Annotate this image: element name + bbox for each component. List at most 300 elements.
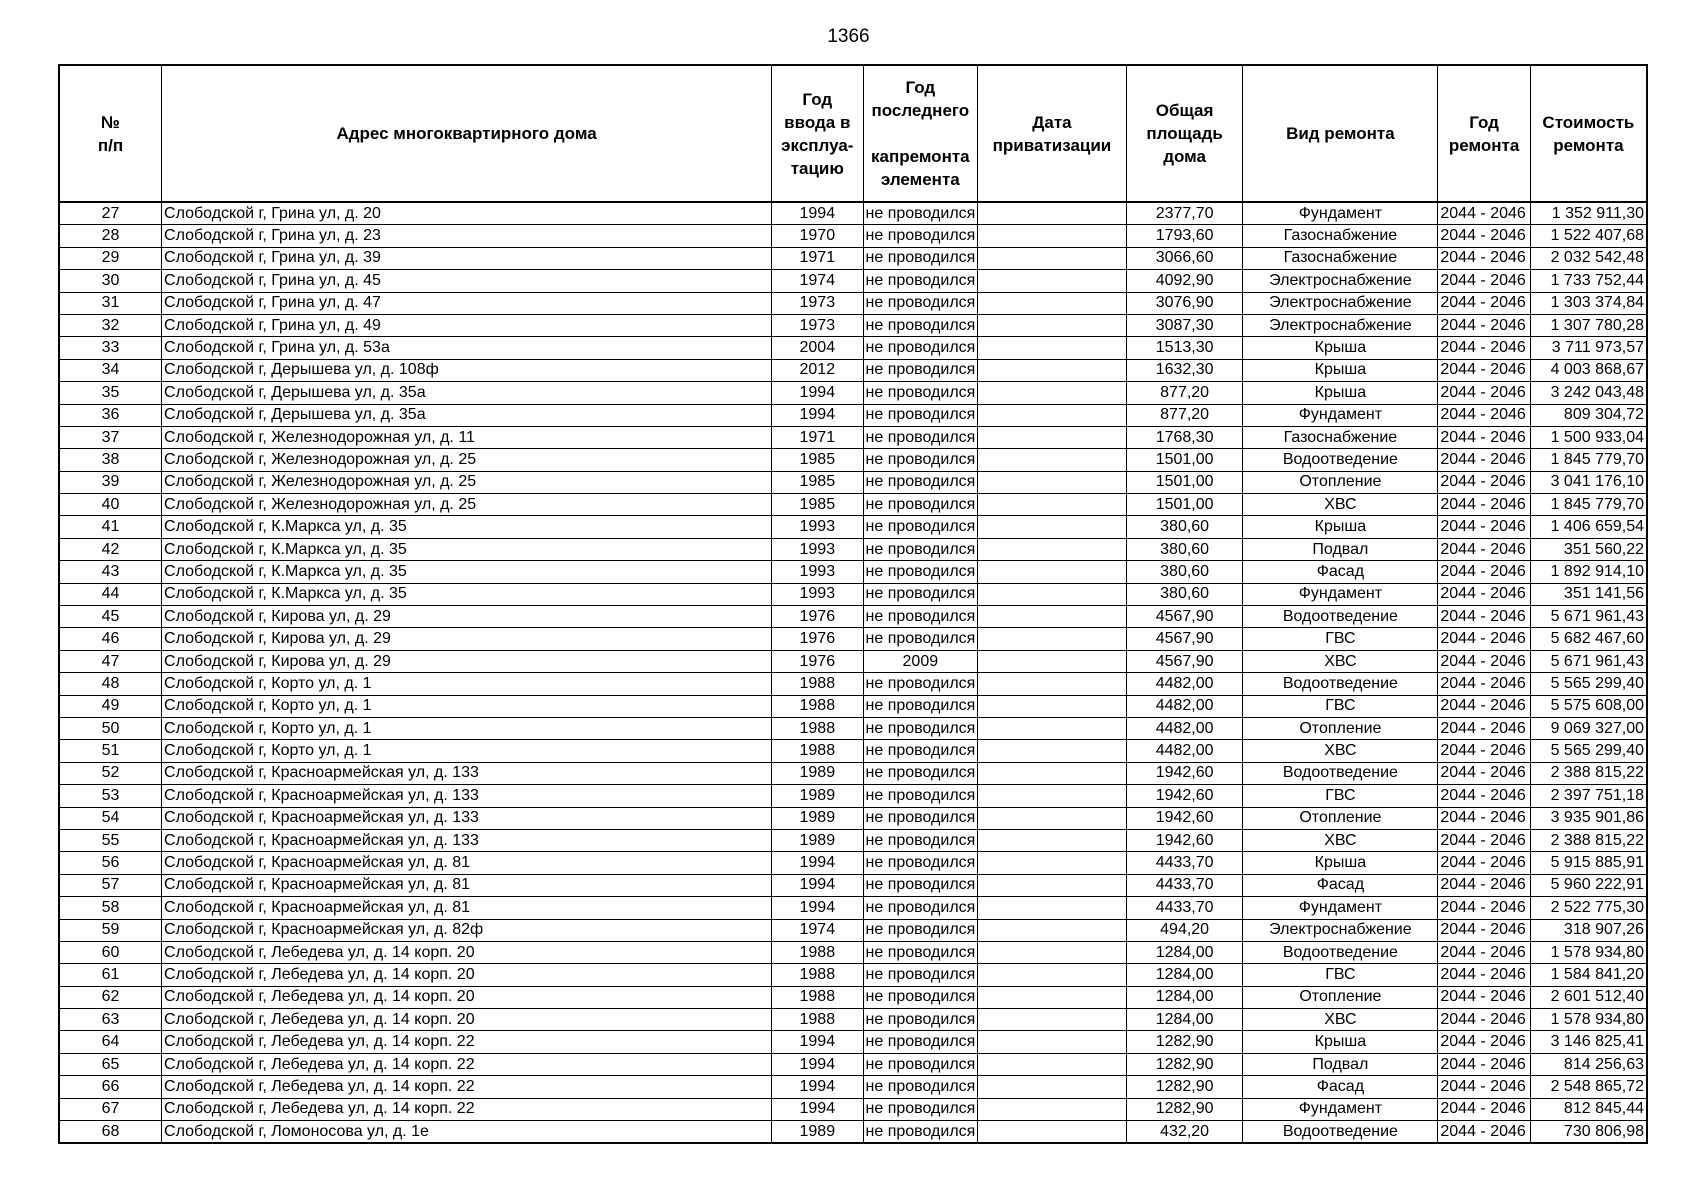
table-row	[59, 650, 1647, 672]
address-cell: Слободской г, Лебедева ул, д. 14 корп. 22	[162, 1098, 772, 1120]
total-area-cell: 3076,90	[1126, 292, 1243, 314]
repair-period-cell: 2044 - 2046	[1438, 404, 1530, 426]
privatization-date-cell	[978, 829, 1127, 851]
repair-cost-cell: 1 892 914,10	[1530, 561, 1647, 583]
table-row	[59, 740, 1647, 762]
last-repair-year-cell: 2009	[863, 650, 978, 672]
repair-type-cell: Подвал	[1243, 538, 1438, 560]
table-row	[59, 494, 1647, 516]
commission-year-cell: 1994	[772, 382, 863, 404]
total-area-cell: 1284,00	[1126, 986, 1243, 1008]
repair-type-cell: Отопление	[1243, 807, 1438, 829]
table-row	[59, 314, 1647, 336]
last-repair-year-cell: не проводился	[863, 1076, 978, 1098]
last-repair-year-cell: не проводился	[863, 673, 978, 695]
total-area-cell: 1942,60	[1126, 762, 1243, 784]
address-cell: Слободской г, Грина ул, д. 53а	[162, 337, 772, 359]
last-repair-year-cell: не проводился	[863, 202, 978, 225]
address-cell: Слободской г, Ломоносова ул, д. 1е	[162, 1121, 772, 1144]
last-repair-year-cell: не проводился	[863, 964, 978, 986]
total-area-cell: 4567,90	[1126, 606, 1243, 628]
repair-type-cell: Отопление	[1243, 471, 1438, 493]
table-row	[59, 762, 1647, 784]
total-area-cell: 3087,30	[1126, 314, 1243, 336]
address-cell: Слободской г, Корто ул, д. 1	[162, 695, 772, 717]
row-number-cell: 33	[59, 337, 162, 359]
repair-cost-cell: 1 845 779,70	[1530, 494, 1647, 516]
repair-period-cell: 2044 - 2046	[1438, 807, 1530, 829]
last-repair-year-cell: не проводился	[863, 852, 978, 874]
row-number-cell: 56	[59, 852, 162, 874]
total-area-cell: 1793,60	[1126, 225, 1243, 247]
table-row	[59, 359, 1647, 381]
privatization-date-cell	[978, 964, 1127, 986]
repair-period-cell: 2044 - 2046	[1438, 673, 1530, 695]
last-repair-year-cell: не проводился	[863, 494, 978, 516]
repair-cost-cell: 9 069 327,00	[1530, 717, 1647, 739]
address-cell: Слободской г, Лебедева ул, д. 14 корп. 20	[162, 941, 772, 963]
privatization-date-cell	[978, 449, 1127, 471]
commission-year-cell: 1973	[772, 292, 863, 314]
repair-period-cell: 2044 - 2046	[1438, 1076, 1530, 1098]
privatization-date-cell	[978, 538, 1127, 560]
table-row	[59, 964, 1647, 986]
repair-type-cell: Отопление	[1243, 717, 1438, 739]
privatization-date-cell	[978, 583, 1127, 605]
row-number-cell: 38	[59, 449, 162, 471]
repair-period-cell: 2044 - 2046	[1438, 785, 1530, 807]
total-area-cell: 4482,00	[1126, 673, 1243, 695]
row-number-cell: 53	[59, 785, 162, 807]
repair-period-cell: 2044 - 2046	[1438, 740, 1530, 762]
table-row	[59, 852, 1647, 874]
row-number-cell: 43	[59, 561, 162, 583]
table-row	[59, 202, 1647, 225]
repair-cost-cell: 3 935 901,86	[1530, 807, 1647, 829]
repair-type-cell: Водоотведение	[1243, 762, 1438, 784]
address-cell: Слободской г, Кирова ул, д. 29	[162, 628, 772, 650]
repair-period-cell: 2044 - 2046	[1438, 337, 1530, 359]
row-number-cell: 47	[59, 650, 162, 672]
row-number-cell: 52	[59, 762, 162, 784]
table-row	[59, 404, 1647, 426]
repair-cost-cell: 2 548 865,72	[1530, 1076, 1647, 1098]
commission-year-cell: 1976	[772, 628, 863, 650]
address-cell: Слободской г, Железнодорожная ул, д. 25	[162, 449, 772, 471]
privatization-date-cell	[978, 606, 1127, 628]
repair-period-cell: 2044 - 2046	[1438, 874, 1530, 896]
table-row	[59, 606, 1647, 628]
last-repair-year-cell: не проводился	[863, 337, 978, 359]
last-repair-year-cell: не проводился	[863, 1053, 978, 1075]
commission-year-cell: 1989	[772, 829, 863, 851]
address-cell: Слободской г, Лебедева ул, д. 14 корп. 20	[162, 964, 772, 986]
table-row	[59, 516, 1647, 538]
last-repair-year-cell: не проводился	[863, 986, 978, 1008]
header-year-last-repair: Год последнего капремонта элемента	[863, 65, 978, 202]
row-number-cell: 41	[59, 516, 162, 538]
repair-type-cell: Фундамент	[1243, 1098, 1438, 1120]
commission-year-cell: 1994	[772, 852, 863, 874]
repair-period-cell: 2044 - 2046	[1438, 919, 1530, 941]
commission-year-cell: 1994	[772, 202, 863, 225]
repair-register-table	[58, 64, 1648, 1144]
commission-year-cell: 1988	[772, 717, 863, 739]
total-area-cell: 1501,00	[1126, 449, 1243, 471]
last-repair-year-cell: не проводился	[863, 740, 978, 762]
total-area-cell: 1282,90	[1126, 1098, 1243, 1120]
repair-cost-cell: 809 304,72	[1530, 404, 1647, 426]
total-area-cell: 877,20	[1126, 382, 1243, 404]
total-area-cell: 4433,70	[1126, 874, 1243, 896]
repair-type-cell: ХВС	[1243, 650, 1438, 672]
repair-period-cell: 2044 - 2046	[1438, 1009, 1530, 1031]
repair-type-cell: Электроснабжение	[1243, 314, 1438, 336]
commission-year-cell: 1988	[772, 695, 863, 717]
repair-cost-cell: 2 032 542,48	[1530, 247, 1647, 269]
total-area-cell: 4433,70	[1126, 852, 1243, 874]
repair-period-cell: 2044 - 2046	[1438, 270, 1530, 292]
repair-type-cell: Газоснабжение	[1243, 426, 1438, 448]
repair-period-cell: 2044 - 2046	[1438, 314, 1530, 336]
repair-cost-cell: 2 388 815,22	[1530, 829, 1647, 851]
repair-cost-cell: 5 671 961,43	[1530, 606, 1647, 628]
commission-year-cell: 1976	[772, 606, 863, 628]
row-number-cell: 31	[59, 292, 162, 314]
header-repair-cost: Стоимость ремонта	[1530, 65, 1647, 202]
commission-year-cell: 1993	[772, 516, 863, 538]
privatization-date-cell	[978, 785, 1127, 807]
address-cell: Слободской г, Грина ул, д. 20	[162, 202, 772, 225]
repair-period-cell: 2044 - 2046	[1438, 897, 1530, 919]
repair-type-cell: Фасад	[1243, 1076, 1438, 1098]
last-repair-year-cell: не проводился	[863, 404, 978, 426]
repair-cost-cell: 5 575 608,00	[1530, 695, 1647, 717]
table-row	[59, 292, 1647, 314]
address-cell: Слободской г, Грина ул, д. 47	[162, 292, 772, 314]
repair-cost-cell: 3 711 973,57	[1530, 337, 1647, 359]
privatization-date-cell	[978, 897, 1127, 919]
table-row	[59, 695, 1647, 717]
row-number-cell: 65	[59, 1053, 162, 1075]
privatization-date-cell	[978, 426, 1127, 448]
total-area-cell: 1282,90	[1126, 1053, 1243, 1075]
row-number-cell: 63	[59, 1009, 162, 1031]
privatization-date-cell	[978, 337, 1127, 359]
row-number-cell: 37	[59, 426, 162, 448]
header-year-commission: Год ввода в эксплуа- тацию	[772, 65, 863, 202]
repair-type-cell: Водоотведение	[1243, 449, 1438, 471]
address-cell: Слободской г, Дерышева ул, д. 108ф	[162, 359, 772, 381]
repair-cost-cell: 2 601 512,40	[1530, 986, 1647, 1008]
row-number-cell: 27	[59, 202, 162, 225]
table-header-row	[59, 65, 1647, 202]
total-area-cell: 1768,30	[1126, 426, 1243, 448]
total-area-cell: 4567,90	[1126, 650, 1243, 672]
repair-cost-cell: 2 397 751,18	[1530, 785, 1647, 807]
row-number-cell: 46	[59, 628, 162, 650]
repair-cost-cell: 351 141,56	[1530, 583, 1647, 605]
repair-period-cell: 2044 - 2046	[1438, 225, 1530, 247]
commission-year-cell: 1976	[772, 650, 863, 672]
privatization-date-cell	[978, 1098, 1127, 1120]
address-cell: Слободской г, Кирова ул, д. 29	[162, 650, 772, 672]
repair-period-cell: 2044 - 2046	[1438, 292, 1530, 314]
commission-year-cell: 1988	[772, 740, 863, 762]
privatization-date-cell	[978, 874, 1127, 896]
address-cell: Слободской г, Красноармейская ул, д. 82ф	[162, 919, 772, 941]
row-number-cell: 62	[59, 986, 162, 1008]
total-area-cell: 1284,00	[1126, 1009, 1243, 1031]
repair-type-cell: ГВС	[1243, 964, 1438, 986]
privatization-date-cell	[978, 247, 1127, 269]
address-cell: Слободской г, Лебедева ул, д. 14 корп. 20	[162, 1009, 772, 1031]
header-total-area: Общая площадь дома	[1126, 65, 1243, 202]
repair-cost-cell: 3 146 825,41	[1530, 1031, 1647, 1053]
table-row	[59, 673, 1647, 695]
row-number-cell: 36	[59, 404, 162, 426]
last-repair-year-cell: не проводился	[863, 829, 978, 851]
table-row	[59, 583, 1647, 605]
repair-cost-cell: 1 578 934,80	[1530, 1009, 1647, 1031]
repair-type-cell: Электроснабжение	[1243, 270, 1438, 292]
total-area-cell: 432,20	[1126, 1121, 1243, 1144]
commission-year-cell: 1985	[772, 471, 863, 493]
repair-type-cell: Электроснабжение	[1243, 919, 1438, 941]
commission-year-cell: 1989	[772, 807, 863, 829]
table-row	[59, 986, 1647, 1008]
last-repair-year-cell: не проводился	[863, 270, 978, 292]
address-cell: Слободской г, Железнодорожная ул, д. 11	[162, 426, 772, 448]
repair-type-cell: Фундамент	[1243, 202, 1438, 225]
commission-year-cell: 1988	[772, 986, 863, 1008]
repair-type-cell: Электроснабжение	[1243, 292, 1438, 314]
row-number-cell: 32	[59, 314, 162, 336]
repair-period-cell: 2044 - 2046	[1438, 1098, 1530, 1120]
last-repair-year-cell: не проводился	[863, 717, 978, 739]
commission-year-cell: 1994	[772, 897, 863, 919]
address-cell: Слободской г, Грина ул, д. 23	[162, 225, 772, 247]
row-number-cell: 64	[59, 1031, 162, 1053]
header-privatization-date: Дата приватизации	[978, 65, 1127, 202]
repair-cost-cell: 812 845,44	[1530, 1098, 1647, 1120]
repair-type-cell: Газоснабжение	[1243, 247, 1438, 269]
row-number-cell: 60	[59, 941, 162, 963]
last-repair-year-cell: не проводился	[863, 247, 978, 269]
table-row	[59, 1076, 1647, 1098]
table-row	[59, 874, 1647, 896]
table-row	[59, 270, 1647, 292]
address-cell: Слободской г, Лебедева ул, д. 14 корп. 22	[162, 1031, 772, 1053]
repair-period-cell: 2044 - 2046	[1438, 202, 1530, 225]
total-area-cell: 4567,90	[1126, 628, 1243, 650]
table-row	[59, 941, 1647, 963]
total-area-cell: 380,60	[1126, 538, 1243, 560]
repair-cost-cell: 5 682 467,60	[1530, 628, 1647, 650]
address-cell: Слободской г, Красноармейская ул, д. 81	[162, 897, 772, 919]
repair-cost-cell: 5 565 299,40	[1530, 740, 1647, 762]
repair-period-cell: 2044 - 2046	[1438, 538, 1530, 560]
address-cell: Слободской г, К.Маркса ул, д. 35	[162, 538, 772, 560]
last-repair-year-cell: не проводился	[863, 292, 978, 314]
privatization-date-cell	[978, 695, 1127, 717]
repair-period-cell: 2044 - 2046	[1438, 247, 1530, 269]
address-cell: Слободской г, Грина ул, д. 45	[162, 270, 772, 292]
repair-type-cell: ГВС	[1243, 785, 1438, 807]
repair-type-cell: Фасад	[1243, 561, 1438, 583]
commission-year-cell: 1994	[772, 1031, 863, 1053]
last-repair-year-cell: не проводился	[863, 941, 978, 963]
repair-period-cell: 2044 - 2046	[1438, 717, 1530, 739]
repair-cost-cell: 5 565 299,40	[1530, 673, 1647, 695]
repair-type-cell: Отопление	[1243, 986, 1438, 1008]
row-number-cell: 34	[59, 359, 162, 381]
repair-period-cell: 2044 - 2046	[1438, 628, 1530, 650]
row-number-cell: 54	[59, 807, 162, 829]
commission-year-cell: 1988	[772, 1009, 863, 1031]
privatization-date-cell	[978, 561, 1127, 583]
privatization-date-cell	[978, 1121, 1127, 1144]
repair-cost-cell: 5 671 961,43	[1530, 650, 1647, 672]
commission-year-cell: 1994	[772, 1053, 863, 1075]
total-area-cell: 1501,00	[1126, 471, 1243, 493]
total-area-cell: 494,20	[1126, 919, 1243, 941]
total-area-cell: 1942,60	[1126, 829, 1243, 851]
last-repair-year-cell: не проводился	[863, 1009, 978, 1031]
table-row	[59, 1098, 1647, 1120]
table-row	[59, 225, 1647, 247]
privatization-date-cell	[978, 1031, 1127, 1053]
row-number-cell: 48	[59, 673, 162, 695]
table-row	[59, 538, 1647, 560]
repair-cost-cell: 1 584 841,20	[1530, 964, 1647, 986]
row-number-cell: 28	[59, 225, 162, 247]
row-number-cell: 30	[59, 270, 162, 292]
privatization-date-cell	[978, 225, 1127, 247]
last-repair-year-cell: не проводился	[863, 606, 978, 628]
row-number-cell: 59	[59, 919, 162, 941]
last-repair-year-cell: не проводился	[863, 583, 978, 605]
privatization-date-cell	[978, 404, 1127, 426]
privatization-date-cell	[978, 762, 1127, 784]
repair-period-cell: 2044 - 2046	[1438, 359, 1530, 381]
repair-cost-cell: 2 388 815,22	[1530, 762, 1647, 784]
privatization-date-cell	[978, 494, 1127, 516]
privatization-date-cell	[978, 807, 1127, 829]
address-cell: Слободской г, Красноармейская ул, д. 81	[162, 852, 772, 874]
repair-type-cell: ГВС	[1243, 628, 1438, 650]
commission-year-cell: 2012	[772, 359, 863, 381]
last-repair-year-cell: не проводился	[863, 628, 978, 650]
total-area-cell: 380,60	[1126, 561, 1243, 583]
repair-cost-cell: 2 522 775,30	[1530, 897, 1647, 919]
repair-type-cell: ХВС	[1243, 829, 1438, 851]
privatization-date-cell	[978, 650, 1127, 672]
repair-cost-cell: 1 733 752,44	[1530, 270, 1647, 292]
commission-year-cell: 2004	[772, 337, 863, 359]
last-repair-year-cell: не проводился	[863, 807, 978, 829]
table-row	[59, 382, 1647, 404]
last-repair-year-cell: не проводился	[863, 225, 978, 247]
privatization-date-cell	[978, 471, 1127, 493]
repair-period-cell: 2044 - 2046	[1438, 382, 1530, 404]
commission-year-cell: 1989	[772, 1121, 863, 1144]
commission-year-cell: 1994	[772, 874, 863, 896]
table-row	[59, 1031, 1647, 1053]
commission-year-cell: 1988	[772, 964, 863, 986]
total-area-cell: 4482,00	[1126, 717, 1243, 739]
address-cell: Слободской г, Дерышева ул, д. 35а	[162, 382, 772, 404]
commission-year-cell: 1993	[772, 561, 863, 583]
repair-cost-cell: 1 303 374,84	[1530, 292, 1647, 314]
repair-period-cell: 2044 - 2046	[1438, 1053, 1530, 1075]
address-cell: Слободской г, Корто ул, д. 1	[162, 673, 772, 695]
total-area-cell: 4092,90	[1126, 270, 1243, 292]
address-cell: Слободской г, К.Маркса ул, д. 35	[162, 583, 772, 605]
privatization-date-cell	[978, 359, 1127, 381]
table-row	[59, 449, 1647, 471]
commission-year-cell: 1989	[772, 785, 863, 807]
total-area-cell: 2377,70	[1126, 202, 1243, 225]
header-repair-type: Вид ремонта	[1243, 65, 1438, 202]
row-number-cell: 49	[59, 695, 162, 717]
repair-type-cell: Водоотведение	[1243, 1121, 1438, 1144]
privatization-date-cell	[978, 941, 1127, 963]
row-number-cell: 61	[59, 964, 162, 986]
commission-year-cell: 1985	[772, 494, 863, 516]
total-area-cell: 877,20	[1126, 404, 1243, 426]
commission-year-cell: 1994	[772, 1076, 863, 1098]
row-number-cell: 44	[59, 583, 162, 605]
repair-period-cell: 2044 - 2046	[1438, 471, 1530, 493]
privatization-date-cell	[978, 202, 1127, 225]
address-cell: Слободской г, Железнодорожная ул, д. 25	[162, 471, 772, 493]
total-area-cell: 4433,70	[1126, 897, 1243, 919]
repair-type-cell: Водоотведение	[1243, 673, 1438, 695]
repair-type-cell: ХВС	[1243, 494, 1438, 516]
row-number-cell: 57	[59, 874, 162, 896]
address-cell: Слободской г, Грина ул, д. 39	[162, 247, 772, 269]
repair-period-cell: 2044 - 2046	[1438, 986, 1530, 1008]
total-area-cell: 1942,60	[1126, 807, 1243, 829]
repair-type-cell: Водоотведение	[1243, 941, 1438, 963]
table-row	[59, 829, 1647, 851]
repair-type-cell: Крыша	[1243, 852, 1438, 874]
address-cell: Слободской г, Корто ул, д. 1	[162, 717, 772, 739]
repair-period-cell: 2044 - 2046	[1438, 606, 1530, 628]
repair-period-cell: 2044 - 2046	[1438, 762, 1530, 784]
table-row	[59, 561, 1647, 583]
total-area-cell: 4482,00	[1126, 695, 1243, 717]
repair-cost-cell: 730 806,98	[1530, 1121, 1647, 1144]
commission-year-cell: 1994	[772, 1098, 863, 1120]
repair-cost-cell: 4 003 868,67	[1530, 359, 1647, 381]
repair-cost-cell: 1 845 779,70	[1530, 449, 1647, 471]
repair-cost-cell: 351 560,22	[1530, 538, 1647, 560]
last-repair-year-cell: не проводился	[863, 359, 978, 381]
repair-type-cell: ХВС	[1243, 1009, 1438, 1031]
last-repair-year-cell: не проводился	[863, 471, 978, 493]
commission-year-cell: 1993	[772, 538, 863, 560]
commission-year-cell: 1974	[772, 919, 863, 941]
page-number: 1366	[827, 26, 870, 47]
table-row	[59, 337, 1647, 359]
table-row	[59, 1121, 1647, 1144]
privatization-date-cell	[978, 740, 1127, 762]
privatization-date-cell	[978, 1076, 1127, 1098]
address-cell: Слободской г, Лебедева ул, д. 14 корп. 22	[162, 1076, 772, 1098]
table-row	[59, 1053, 1647, 1075]
